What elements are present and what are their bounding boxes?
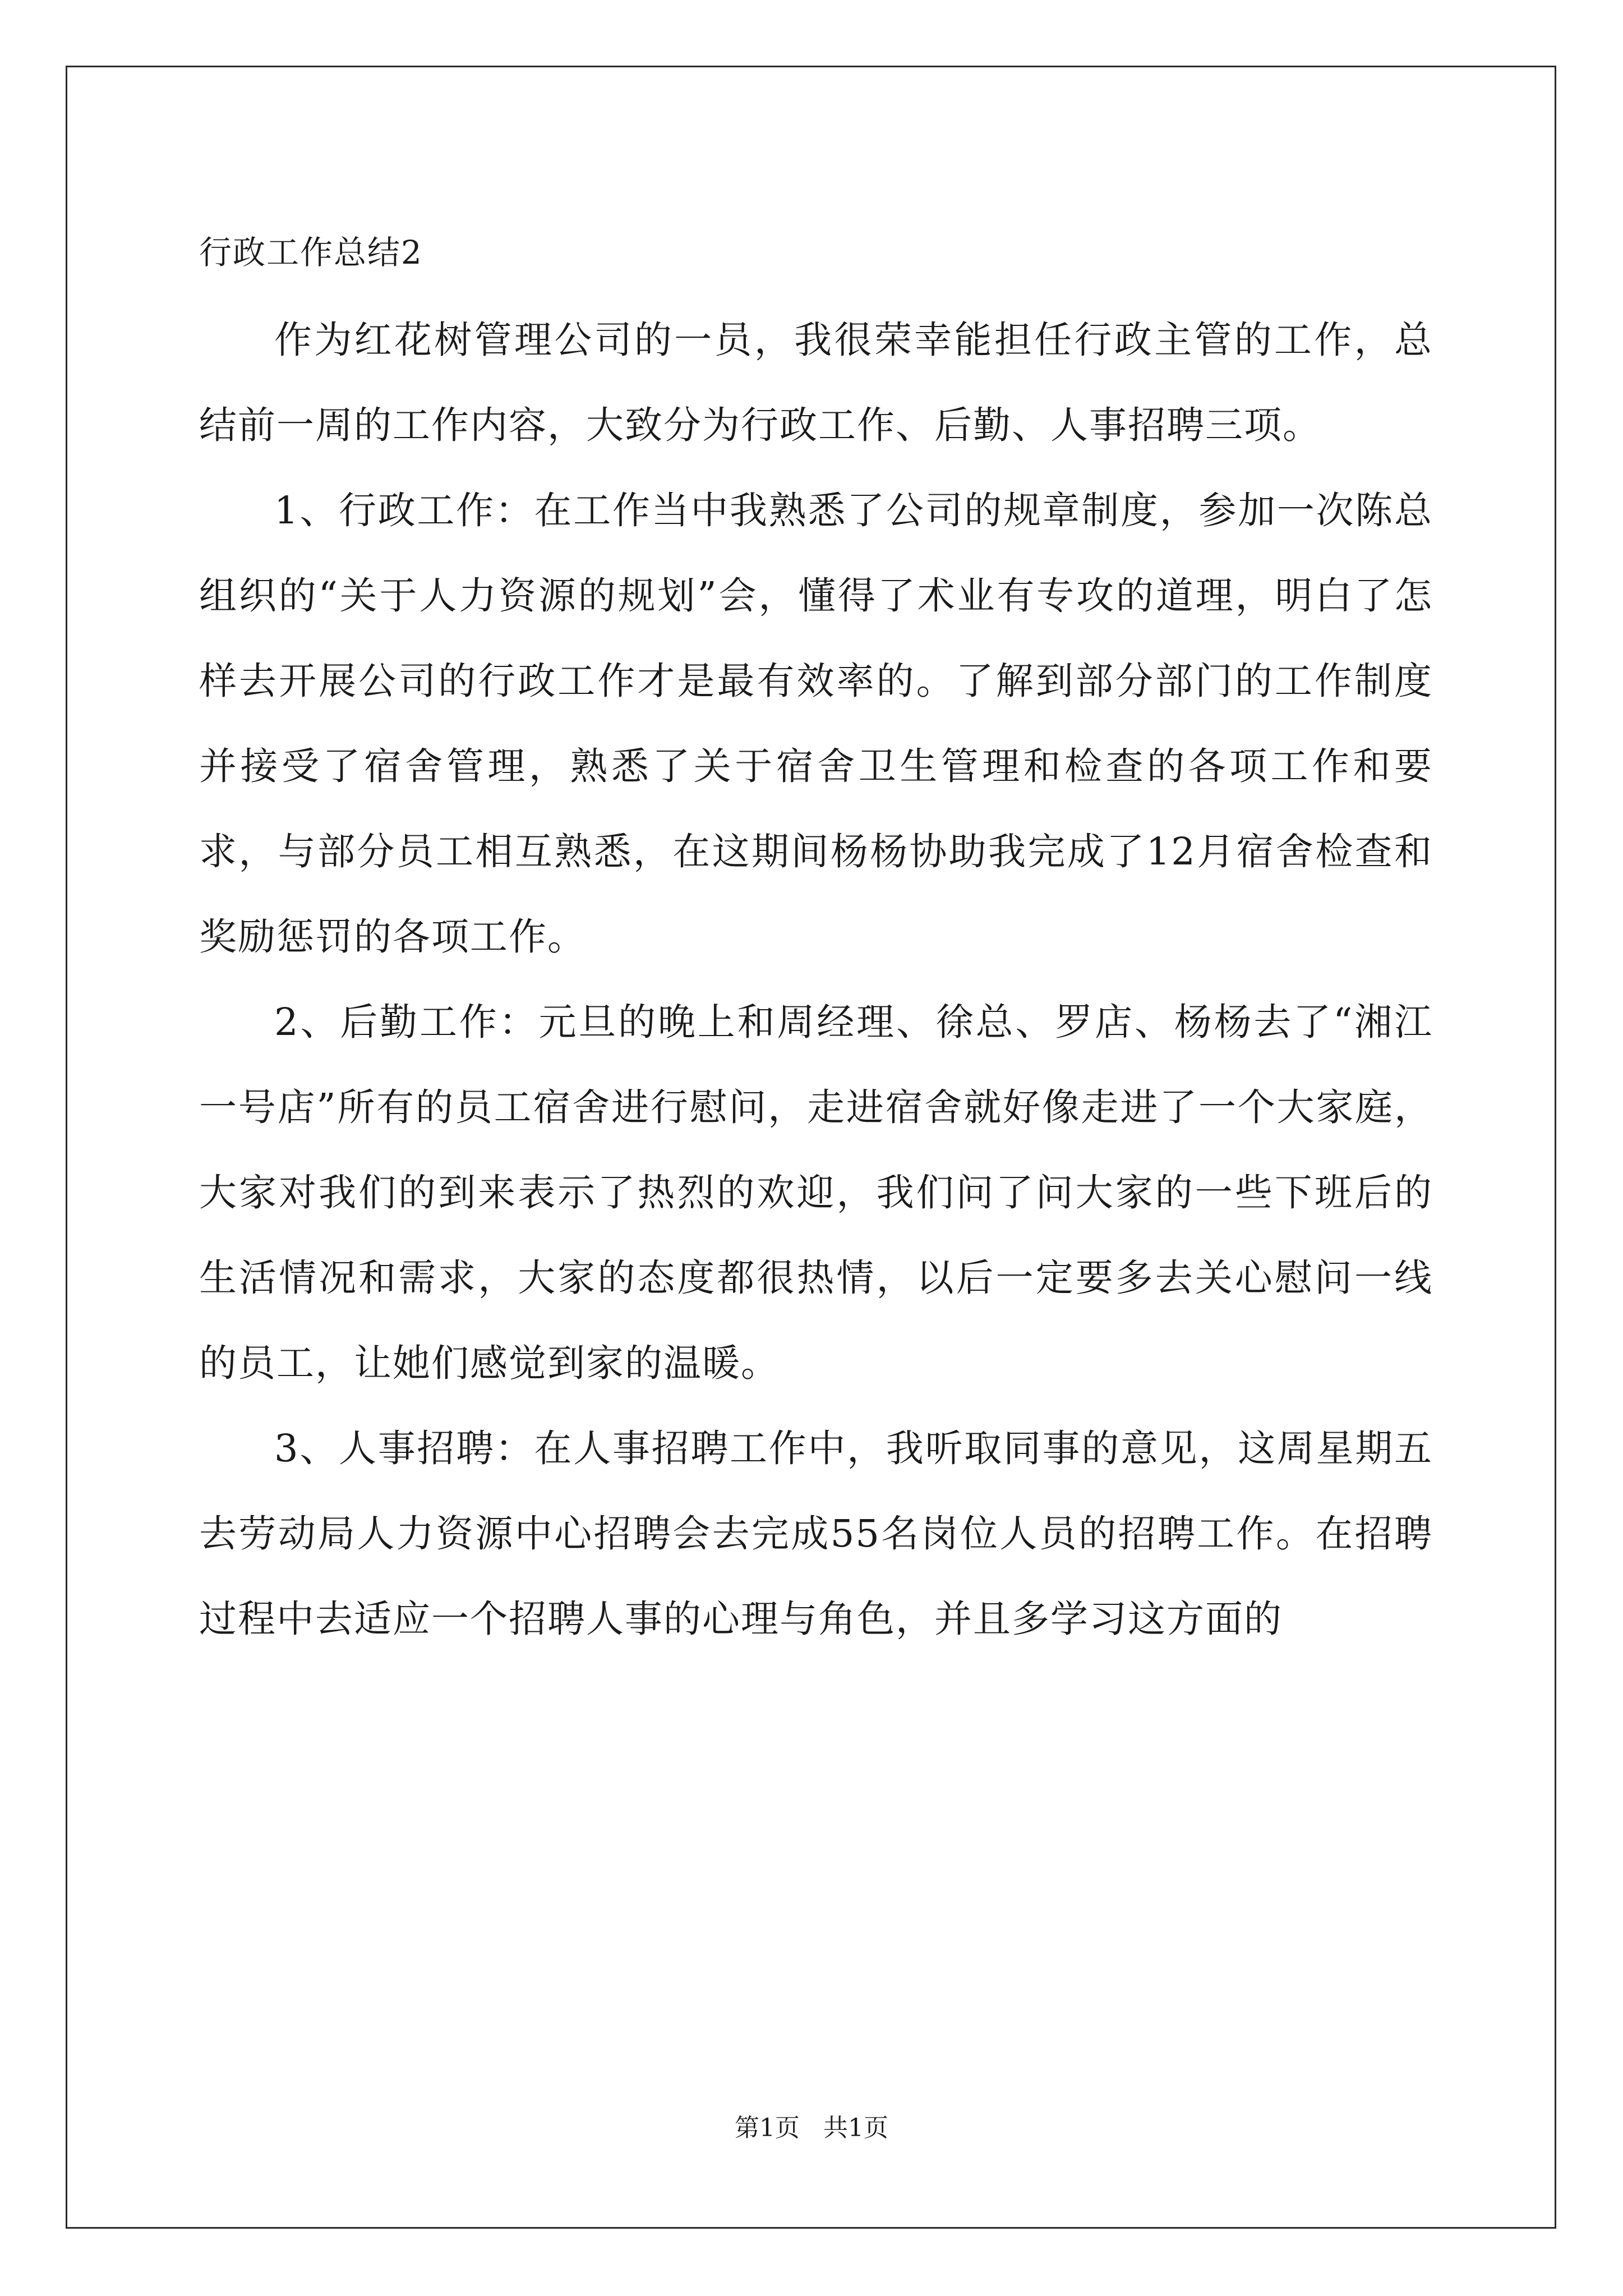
paragraph-logistics-work: 2、后勤工作：元旦的晚上和周经理、徐总、罗店、杨杨去了“湘江一号店”所有的员工宿舍进行慰问，走进宿舍就好像走进了一个大家庭，大家对我们的到来表示了热烈的欢迎，我们问了问大家的一些下班后的生活情况和需求，大家的态度都很热情，以后一定要多去关心慰问一线的员工，让她们感觉到家的温暖。 — [199, 1000, 1433, 1385]
document-title: 行政工作总结2 — [199, 233, 423, 272]
paragraph-intro: 作为红花树管理公司的一员，我很荣幸能担任行政主管的工作，总结前一周的工作内容，大致分为行政工作、后勤、人事招聘三项。 — [199, 318, 1433, 447]
page-footer: 第1页 共1页 — [735, 2114, 888, 2142]
paragraph-recruitment: 3、人事招聘：在人事招聘工作中，我听取同事的意见，这周星期五去劳动局人力资源中心招聘会去完成55名岗位人员的招聘工作。在招聘过程中去适应一个招聘人事的心理与角色，并且多学习这方面的 — [199, 1427, 1433, 1641]
paragraph-administrative-work: 1、行政工作：在工作当中我熟悉了公司的规章制度，参加一次陈总组织的“关于人力资源的规划”会，懂得了术业有专攻的道理，明白了怎样去开展公司的行政工作才是最有效率的。了解到部分部门的工作制度并接受了宿舍管理，熟悉了关于宿舍卫生管理和检查的各项工作和要求，与部分员工相互熟悉，在这期间杨杨协助我完成了12月宿舍检查和奖励惩罚的各项工作。 — [199, 489, 1433, 959]
document-body — [199, 213, 1433, 1662]
